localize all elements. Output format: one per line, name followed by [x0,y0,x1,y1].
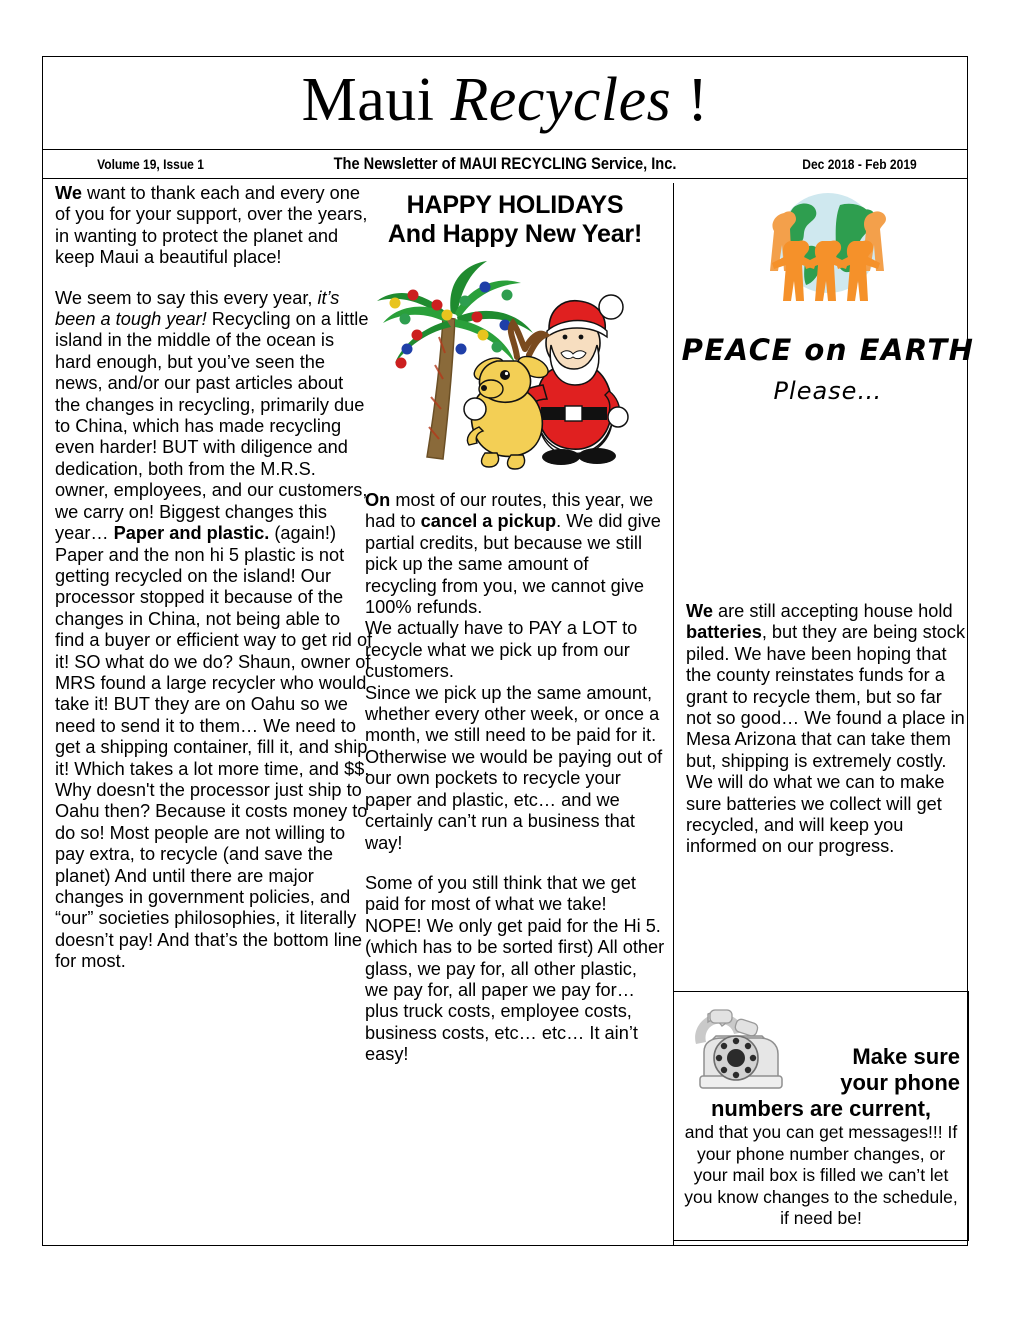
column-middle [365,183,665,1085]
tough-year-italic: it’s been a tough year! [55,287,340,330]
page-frame [42,56,975,1246]
column-left [55,183,373,973]
paragraph-batteries [686,601,969,858]
lead-word-we: We [55,183,82,203]
lead-word-on: On [365,490,391,510]
issue-date-range: Dec 2018 - Feb 2019 [802,156,917,172]
paragraph-thanks [55,183,373,269]
paragraph-same-amount: Since we pick up the same amount, whether every other week, or once a month, we still need to be paid for it. Otherwise we would be paying out of our own pockets to recycle your paper and plastic, etc… and we certainly can’t run a business that way! [365,682,663,853]
tough-year-middle: Recycling on a little island in the middle of the ocean is hard enough, but you’ve seen the news, and/or our past articles about the changes in recycling, primarily due to China, which has made recycling even harder! BUT with diligence and dedication, both from the M.R.S. owner, employees, and our customers, we carry on! Biggest changes this year… [55,309,369,544]
phone-box-heading-line-3: numbers are current, [710,1096,932,1121]
paragraph-pay-a-lot: We actually have to PAY a LOT to recycle what we pick up from our customers. [365,618,638,682]
paper-plastic-heading: Paper and plastic. [113,523,270,544]
paragraph-tough-year [55,288,373,973]
peace-please-text: Please… [773,377,883,405]
tough-year-intro: We seem to say this every year, [55,287,318,308]
paragraph-thanks-text: want to thank each and every one of you for your support, over the years, in wanting to protect the planet and keep Maui a beautiful place! [55,183,368,268]
holiday-greeting [365,183,665,249]
peace-on-earth-text: PEACE on EARTH [681,333,975,367]
title-recycles: Recycles [450,66,672,134]
cancel-pickup-bold: cancel a pickup [420,511,557,532]
phone-head-line-1: Make sure [852,1044,960,1069]
phone-head-line-2: your phone [840,1070,960,1095]
masthead [43,57,967,150]
newsletter-subtitle: The Newsletter of MAUI RECYCLING Service, Inc. [333,154,677,173]
lead-word-we-right: We [686,601,713,621]
holiday-line-2: And Happy New Year! [387,220,643,248]
holiday-line-1: HAPPY HOLIDAYS [406,191,624,219]
title-maui: Maui [301,66,451,134]
issue-info-bar [43,150,967,179]
paragraph-hi5: Some of you still think that we get paid for most of what we take! NOPE! We only get paid for the Hi 5. (which has to be sorted first) All other glass, we pay for, all other plastic, we pay for, all paper we pay for… plus truck costs, employee costs, business costs, etc… etc… It ain’t easy! [365,872,665,1065]
column-middle-text [365,490,665,1066]
batteries-bold: batteries [686,622,762,643]
cancel-pickup-rest: . We did give partial credits, but because we still pick up the same amount of recycling from you, we cannot give 100% refunds. [365,511,661,618]
volume-issue-label: Volume 19, Issue 1 [97,156,204,172]
phone-box-heading-top [682,1044,960,1096]
paragraph-cancel-pickup [365,490,665,618]
title-exclaim: ! [671,66,709,134]
column-left-text [55,183,373,973]
column-right-text [686,601,969,858]
phone-box-body-text: and that you can get messages!!! If your phone number changes, or your mail box is filled we can’t let you know changes to the schedule, if need be! [684,1122,958,1228]
batteries-rest: , but they are being stock piled. We have been hoping that the county reinstates funds for a grant to recycle them, but so far not so good… We found a place in Mesa Arizona that can take them but, shipping is extremely costly. We will do what we can to make sure batteries we collect will get recycled, and will keep you informed on our progress. [686,622,966,857]
content-area [43,179,975,1245]
cancel-pickup-intro: most of our routes, this year, we had to [365,490,654,532]
batteries-intro: are still accepting house hold [712,601,953,621]
phone-reminder-box [673,991,969,1241]
paper-plastic-text: (again!) Paper and the non hi 5 plastic is not getting recycled on the island! Our processor stopped it because of the changes in China, not being able to find a buyer or efficient way to get rid of it! SO what do we do? Shaun, owner of MRS found a large recycler who would take it! BUT they are on Oahu so we need to send it to them… We need to get a shipping container, fill it, and ship it! Which takes a lot more time, and $$. Why doesn't the processor just ship to Oahu then? Because it costs money to do so! Most people are not willing to pay extra, to recycle (and save the planet) And until there are major changes in government policies, and “our” societies philosophies, it literally doesn’t pay! And that’s the bottom line for most. [55,523,373,972]
christmas-illustration [365,257,655,472]
newsletter-title [301,66,709,137]
